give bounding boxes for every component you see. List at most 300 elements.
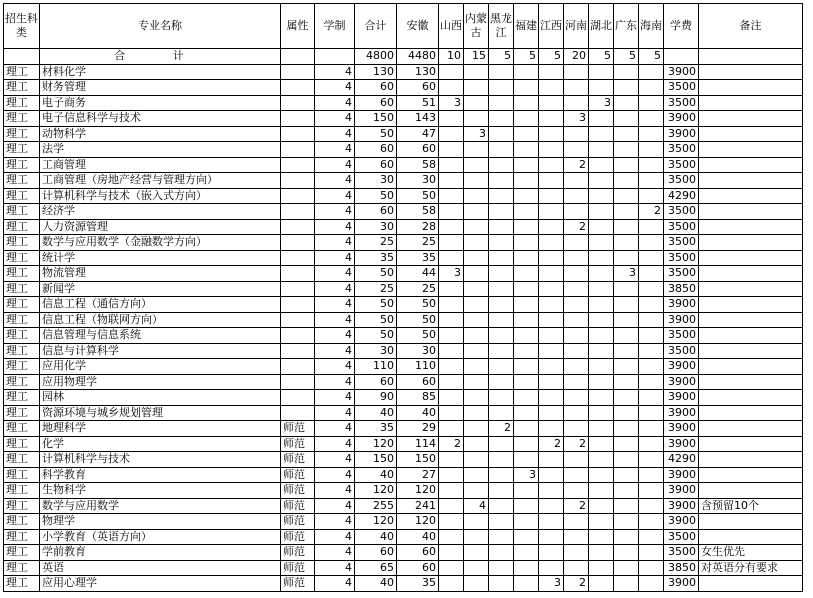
neimenggu-cell <box>464 173 489 189</box>
fujian-cell <box>514 560 539 576</box>
total-cell: 150 <box>355 111 397 127</box>
heilongjiang-cell <box>489 297 514 313</box>
years-cell: 4 <box>315 576 355 592</box>
heilongjiang-cell <box>489 80 514 96</box>
guangdong-cell <box>614 343 639 359</box>
attribute-cell <box>281 405 315 421</box>
category-cell: 理工 <box>4 483 40 499</box>
guangdong-cell: 3 <box>614 266 639 282</box>
table-row <box>4 421 803 437</box>
category-cell: 理工 <box>4 312 40 328</box>
remark-cell <box>699 250 803 266</box>
major-cell: 财务管理 <box>40 80 281 96</box>
fujian-cell <box>514 545 539 561</box>
hainan-cell <box>639 343 664 359</box>
fujian-cell <box>514 343 539 359</box>
category-cell: 理工 <box>4 219 40 235</box>
hainan-cell <box>639 142 664 158</box>
guangdong-cell <box>614 452 639 468</box>
jiangxi-cell <box>539 250 564 266</box>
neimenggu-cell <box>464 514 489 530</box>
table-row <box>4 142 803 158</box>
neimenggu-cell <box>464 467 489 483</box>
fee-cell: 3900 <box>664 421 699 437</box>
neimenggu-cell: 4 <box>464 498 489 514</box>
remark-cell <box>699 529 803 545</box>
totals-jiangxi: 5 <box>539 49 564 65</box>
guangdong-cell <box>614 467 639 483</box>
years-cell: 4 <box>315 343 355 359</box>
heilongjiang-cell <box>489 545 514 561</box>
total-cell: 40 <box>355 529 397 545</box>
heilongjiang-cell <box>489 452 514 468</box>
hubei-cell <box>589 483 614 499</box>
table-row <box>4 390 803 406</box>
header-row <box>4 4 803 49</box>
neimenggu-cell <box>464 359 489 375</box>
years-cell: 4 <box>315 80 355 96</box>
hainan-cell <box>639 421 664 437</box>
header-category: 招生科类 <box>4 4 40 49</box>
total-cell: 110 <box>355 359 397 375</box>
category-cell: 理工 <box>4 250 40 266</box>
remark-cell <box>699 452 803 468</box>
years-cell: 4 <box>315 142 355 158</box>
guangdong-cell <box>614 436 639 452</box>
shanxi-cell <box>439 173 464 189</box>
table-row <box>4 64 803 80</box>
hainan-cell <box>639 483 664 499</box>
years-cell: 4 <box>315 529 355 545</box>
henan-cell: 2 <box>564 576 589 592</box>
anhui-cell: 29 <box>397 421 439 437</box>
category-cell: 理工 <box>4 405 40 421</box>
guangdong-cell <box>614 235 639 251</box>
total-cell: 50 <box>355 126 397 142</box>
neimenggu-cell <box>464 204 489 220</box>
guangdong-cell <box>614 328 639 344</box>
heilongjiang-cell <box>489 405 514 421</box>
total-cell: 60 <box>355 80 397 96</box>
header-henan: 河南 <box>564 4 589 49</box>
heilongjiang-cell <box>489 250 514 266</box>
years-cell: 4 <box>315 235 355 251</box>
hainan-cell <box>639 126 664 142</box>
guangdong-cell <box>614 188 639 204</box>
guangdong-cell <box>614 64 639 80</box>
fujian-cell <box>514 111 539 127</box>
anhui-cell: 114 <box>397 436 439 452</box>
years-cell: 4 <box>315 157 355 173</box>
category-cell: 理工 <box>4 281 40 297</box>
neimenggu-cell <box>464 343 489 359</box>
major-cell: 电子商务 <box>40 95 281 111</box>
attribute-cell <box>281 297 315 313</box>
guangdong-cell <box>614 219 639 235</box>
shanxi-cell <box>439 483 464 499</box>
henan-cell <box>564 483 589 499</box>
fee-cell: 3500 <box>664 529 699 545</box>
henan-cell <box>564 560 589 576</box>
jiangxi-cell <box>539 235 564 251</box>
total-cell: 40 <box>355 467 397 483</box>
heilongjiang-cell <box>489 483 514 499</box>
fee-cell: 3900 <box>664 514 699 530</box>
shanxi-cell <box>439 529 464 545</box>
fee-cell: 3900 <box>664 483 699 499</box>
major-cell: 计算机科学与技术（嵌入式方向） <box>40 188 281 204</box>
neimenggu-cell <box>464 157 489 173</box>
neimenggu-cell <box>464 390 489 406</box>
jiangxi-cell <box>539 219 564 235</box>
remark-cell <box>699 467 803 483</box>
fujian-cell <box>514 64 539 80</box>
heilongjiang-cell <box>489 374 514 390</box>
remark-cell <box>699 328 803 344</box>
guangdong-cell <box>614 126 639 142</box>
guangdong-cell <box>614 405 639 421</box>
category-cell: 理工 <box>4 498 40 514</box>
years-cell: 4 <box>315 545 355 561</box>
total-cell: 130 <box>355 64 397 80</box>
header-hainan: 海南 <box>639 4 664 49</box>
fujian-cell <box>514 173 539 189</box>
jiangxi-cell <box>539 95 564 111</box>
heilongjiang-cell <box>489 390 514 406</box>
major-cell: 物流管理 <box>40 266 281 282</box>
neimenggu-cell <box>464 436 489 452</box>
fee-cell: 3500 <box>664 80 699 96</box>
heilongjiang-cell <box>489 467 514 483</box>
major-cell: 材料化学 <box>40 64 281 80</box>
guangdong-cell <box>614 312 639 328</box>
hubei-cell <box>589 529 614 545</box>
jiangxi-cell <box>539 173 564 189</box>
neimenggu-cell <box>464 560 489 576</box>
jiangxi-cell <box>539 157 564 173</box>
total-cell: 30 <box>355 343 397 359</box>
shanxi-cell <box>439 421 464 437</box>
hubei-cell <box>589 204 614 220</box>
guangdong-cell <box>614 359 639 375</box>
neimenggu-cell <box>464 95 489 111</box>
total-cell: 50 <box>355 328 397 344</box>
guangdong-cell <box>614 514 639 530</box>
table-row <box>4 204 803 220</box>
henan-cell <box>564 467 589 483</box>
years-cell: 4 <box>315 111 355 127</box>
fee-cell: 3900 <box>664 359 699 375</box>
shanxi-cell <box>439 576 464 592</box>
henan-cell <box>564 343 589 359</box>
category-cell: 理工 <box>4 173 40 189</box>
totals-henan: 20 <box>564 49 589 65</box>
jiangxi-cell: 3 <box>539 576 564 592</box>
hubei-cell <box>589 281 614 297</box>
category-cell: 理工 <box>4 359 40 375</box>
neimenggu-cell <box>464 483 489 499</box>
header-guangdong: 广东 <box>614 4 639 49</box>
remark-cell <box>699 576 803 592</box>
anhui-cell: 30 <box>397 343 439 359</box>
category-cell: 理工 <box>4 204 40 220</box>
heilongjiang-cell <box>489 498 514 514</box>
shanxi-cell <box>439 188 464 204</box>
neimenggu-cell <box>464 188 489 204</box>
table-row <box>4 281 803 297</box>
remark-cell <box>699 80 803 96</box>
years-cell: 4 <box>315 266 355 282</box>
heilongjiang-cell <box>489 281 514 297</box>
heilongjiang-cell <box>489 126 514 142</box>
hubei-cell <box>589 452 614 468</box>
attribute-cell <box>281 126 315 142</box>
table-row <box>4 359 803 375</box>
hubei-cell <box>589 312 614 328</box>
category-cell: 理工 <box>4 80 40 96</box>
hubei-cell <box>589 126 614 142</box>
jiangxi-cell <box>539 80 564 96</box>
anhui-cell: 50 <box>397 188 439 204</box>
henan-cell <box>564 452 589 468</box>
anhui-cell: 40 <box>397 529 439 545</box>
fee-cell: 3500 <box>664 545 699 561</box>
hainan-cell <box>639 359 664 375</box>
total-cell: 30 <box>355 173 397 189</box>
jiangxi-cell <box>539 374 564 390</box>
jiangxi-cell <box>539 204 564 220</box>
jiangxi-cell <box>539 560 564 576</box>
hubei-cell <box>589 266 614 282</box>
years-cell: 4 <box>315 328 355 344</box>
table-row <box>4 235 803 251</box>
shanxi-cell: 3 <box>439 266 464 282</box>
jiangxi-cell <box>539 312 564 328</box>
remark-cell: 女生优先 <box>699 545 803 561</box>
total-cell: 120 <box>355 483 397 499</box>
anhui-cell: 40 <box>397 405 439 421</box>
fujian-cell <box>514 576 539 592</box>
attribute-cell <box>281 281 315 297</box>
major-cell: 动物科学 <box>40 126 281 142</box>
anhui-cell: 35 <box>397 576 439 592</box>
fujian-cell <box>514 126 539 142</box>
hainan-cell: 2 <box>639 204 664 220</box>
totals-guangdong: 5 <box>614 49 639 65</box>
header-jiangxi: 江西 <box>539 4 564 49</box>
fee-cell: 3900 <box>664 297 699 313</box>
remark-cell <box>699 111 803 127</box>
fujian-cell <box>514 250 539 266</box>
hainan-cell <box>639 80 664 96</box>
henan-cell <box>564 390 589 406</box>
fujian-cell <box>514 281 539 297</box>
guangdong-cell <box>614 545 639 561</box>
heilongjiang-cell <box>489 64 514 80</box>
attribute-cell <box>281 312 315 328</box>
henan-cell <box>564 80 589 96</box>
anhui-cell: 25 <box>397 281 439 297</box>
totals-empty-cell <box>699 49 803 65</box>
henan-cell <box>564 374 589 390</box>
remark-cell <box>699 297 803 313</box>
guangdong-cell <box>614 498 639 514</box>
hubei-cell <box>589 219 614 235</box>
fujian-cell <box>514 219 539 235</box>
attribute-cell <box>281 157 315 173</box>
hainan-cell <box>639 498 664 514</box>
jiangxi-cell <box>539 126 564 142</box>
attribute-cell <box>281 266 315 282</box>
major-cell: 科学教育 <box>40 467 281 483</box>
remark-cell <box>699 235 803 251</box>
attribute-cell: 师范 <box>281 576 315 592</box>
category-cell: 理工 <box>4 95 40 111</box>
hubei-cell <box>589 64 614 80</box>
hainan-cell <box>639 436 664 452</box>
attribute-cell <box>281 95 315 111</box>
hubei-cell <box>589 514 614 530</box>
hubei-cell <box>589 80 614 96</box>
heilongjiang-cell <box>489 514 514 530</box>
heilongjiang-cell <box>489 560 514 576</box>
total-cell: 50 <box>355 312 397 328</box>
table-row <box>4 560 803 576</box>
hubei-cell <box>589 235 614 251</box>
fee-cell: 3900 <box>664 111 699 127</box>
attribute-cell: 师范 <box>281 560 315 576</box>
category-cell: 理工 <box>4 374 40 390</box>
jiangxi-cell <box>539 188 564 204</box>
henan-cell <box>564 64 589 80</box>
major-cell: 信息工程（物联网方向） <box>40 312 281 328</box>
major-cell: 人力资源管理 <box>40 219 281 235</box>
attribute-cell <box>281 390 315 406</box>
attribute-cell <box>281 111 315 127</box>
fujian-cell <box>514 266 539 282</box>
attribute-cell: 师范 <box>281 436 315 452</box>
years-cell: 4 <box>315 452 355 468</box>
fujian-cell <box>514 157 539 173</box>
shanxi-cell <box>439 498 464 514</box>
category-cell: 理工 <box>4 297 40 313</box>
remark-cell <box>699 281 803 297</box>
fee-cell: 3500 <box>664 266 699 282</box>
table-row <box>4 576 803 592</box>
guangdong-cell <box>614 250 639 266</box>
category-cell: 理工 <box>4 436 40 452</box>
neimenggu-cell <box>464 421 489 437</box>
header-hubei: 湖北 <box>589 4 614 49</box>
neimenggu-cell <box>464 64 489 80</box>
henan-cell <box>564 266 589 282</box>
shanxi-cell <box>439 126 464 142</box>
major-cell: 英语 <box>40 560 281 576</box>
remark-cell <box>699 126 803 142</box>
anhui-cell: 241 <box>397 498 439 514</box>
fee-cell: 3500 <box>664 328 699 344</box>
hubei-cell <box>589 405 614 421</box>
years-cell: 4 <box>315 95 355 111</box>
table-row <box>4 157 803 173</box>
anhui-cell: 50 <box>397 328 439 344</box>
totals-empty-cell <box>664 49 699 65</box>
table-row <box>4 328 803 344</box>
major-cell: 数学与应用数学（金融数学方向） <box>40 235 281 251</box>
table-row <box>4 452 803 468</box>
fee-cell: 3900 <box>664 405 699 421</box>
remark-cell <box>699 173 803 189</box>
anhui-cell: 60 <box>397 80 439 96</box>
neimenggu-cell <box>464 250 489 266</box>
major-cell: 信息工程（通信方向） <box>40 297 281 313</box>
major-cell: 地理科学 <box>40 421 281 437</box>
years-cell: 4 <box>315 297 355 313</box>
hainan-cell <box>639 529 664 545</box>
totals-neimenggu: 15 <box>464 49 489 65</box>
shanxi-cell <box>439 405 464 421</box>
total-cell: 35 <box>355 250 397 266</box>
enrollment-table <box>3 3 803 592</box>
henan-cell <box>564 173 589 189</box>
fujian-cell: 3 <box>514 467 539 483</box>
anhui-cell: 47 <box>397 126 439 142</box>
years-cell: 4 <box>315 281 355 297</box>
shanxi-cell <box>439 312 464 328</box>
shanxi-cell <box>439 514 464 530</box>
fee-cell: 3500 <box>664 343 699 359</box>
hainan-cell <box>639 95 664 111</box>
fujian-cell <box>514 374 539 390</box>
fujian-cell <box>514 312 539 328</box>
remark-cell <box>699 514 803 530</box>
anhui-cell: 60 <box>397 560 439 576</box>
henan-cell <box>564 312 589 328</box>
hainan-cell <box>639 111 664 127</box>
table-row <box>4 312 803 328</box>
fee-cell: 4290 <box>664 452 699 468</box>
hainan-cell <box>639 64 664 80</box>
jiangxi-cell <box>539 142 564 158</box>
major-cell: 信息与计算科学 <box>40 343 281 359</box>
total-cell: 60 <box>355 142 397 158</box>
neimenggu-cell <box>464 142 489 158</box>
shanxi-cell <box>439 64 464 80</box>
neimenggu-cell <box>464 297 489 313</box>
anhui-cell: 51 <box>397 95 439 111</box>
jiangxi-cell <box>539 390 564 406</box>
attribute-cell <box>281 173 315 189</box>
major-cell: 应用心理学 <box>40 576 281 592</box>
table-row <box>4 250 803 266</box>
jiangxi-cell <box>539 328 564 344</box>
heilongjiang-cell <box>489 436 514 452</box>
jiangxi-cell <box>539 529 564 545</box>
header-remark: 备注 <box>699 4 803 49</box>
category-cell: 理工 <box>4 235 40 251</box>
attribute-cell <box>281 235 315 251</box>
major-cell: 应用化学 <box>40 359 281 375</box>
table-row <box>4 483 803 499</box>
hubei-cell <box>589 157 614 173</box>
heilongjiang-cell <box>489 111 514 127</box>
hubei-cell <box>589 374 614 390</box>
heilongjiang-cell: 2 <box>489 421 514 437</box>
totals-shanxi: 10 <box>439 49 464 65</box>
shanxi-cell <box>439 560 464 576</box>
anhui-cell: 30 <box>397 173 439 189</box>
header-heilongjiang: 黑龙江 <box>489 4 514 49</box>
